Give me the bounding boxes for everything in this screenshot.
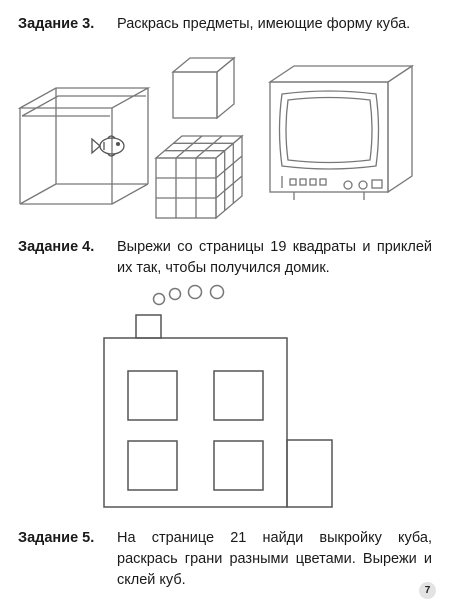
fish-icon bbox=[92, 136, 124, 156]
house-of-squares-icon bbox=[100, 282, 340, 512]
window-top-left bbox=[128, 371, 177, 420]
task-5-text: На странице 21 найди выкройку куба, раскрась грани разными цветами. Вырежи и склей куб. bbox=[117, 530, 432, 588]
chimney bbox=[136, 315, 161, 338]
smoke-circles bbox=[154, 286, 224, 305]
tv-set-icon bbox=[264, 60, 414, 210]
task-3-text: Раскрась предметы, имеющие форму куба. bbox=[117, 16, 411, 32]
task-3-label: Задание 3. bbox=[18, 16, 95, 32]
window-bottom-right bbox=[214, 441, 263, 490]
annex-square bbox=[287, 440, 332, 507]
window-bottom-left bbox=[128, 441, 177, 490]
box-cube-icon bbox=[168, 52, 240, 124]
page-number: 7 bbox=[419, 582, 436, 599]
house-body bbox=[104, 338, 287, 507]
task-4-label: Задание 4. bbox=[18, 239, 95, 255]
task-5-label: Задание 5. bbox=[18, 530, 95, 546]
task-5 bbox=[18, 528, 432, 592]
window-top-right bbox=[214, 371, 263, 420]
task-4-text: Вырежи со страницы 19 квадраты и приклей их так, чтобы получился домик. bbox=[117, 239, 432, 276]
rubiks-cube-icon bbox=[152, 130, 248, 222]
aquarium-icon bbox=[12, 80, 154, 210]
